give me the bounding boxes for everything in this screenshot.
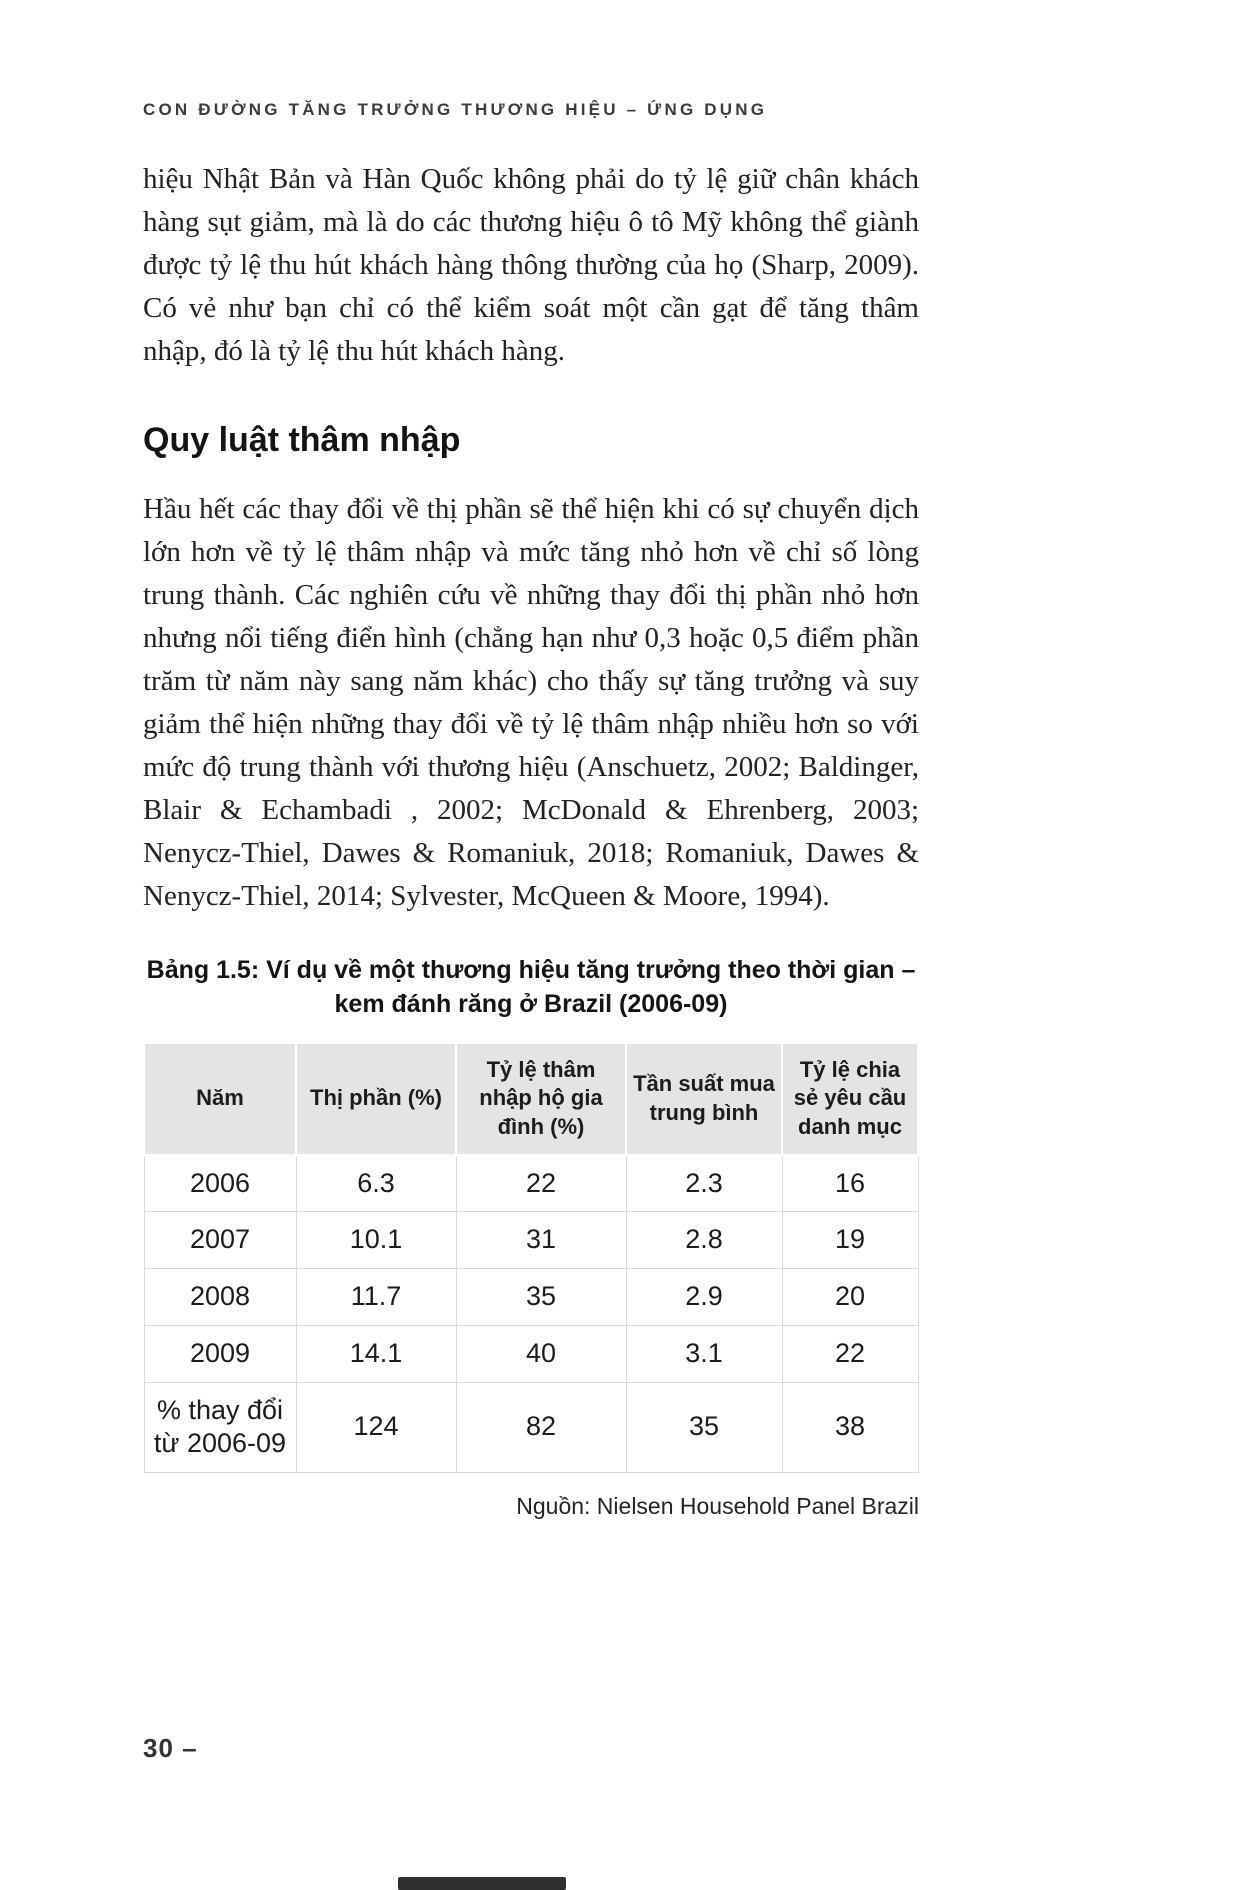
- table-cell: 2.8: [626, 1212, 782, 1269]
- table-caption-line-1: Bảng 1.5: Ví dụ về một thương hiệu tăng trưởng theo thời gian –: [146, 956, 916, 985]
- table-cell: 2.3: [626, 1155, 782, 1212]
- table-cell: 35: [626, 1382, 782, 1473]
- table-cell: 19: [782, 1212, 918, 1269]
- page-number: 30 –: [143, 1733, 198, 1763]
- table-cell: 38: [782, 1382, 918, 1473]
- table-header-cell-share-of-requirements: Tỷ lệ chia sẻ yêu cầu danh mục: [782, 1043, 918, 1155]
- body-paragraph-1: hiệu Nhật Bản và Hàn Quốc không phải do tỷ lệ giữ chân khách hàng sụt giảm, mà là do các thương hiệu ô tô Mỹ không thể giành được tỷ lệ thu hút khách hàng thông thường của họ (Sharp, 2009). Có vẻ như bạn chỉ có thể kiểm soát một cần gạt để tăng thâm nhập, đó là tỷ lệ thu hút khách hàng.: [143, 163, 919, 367]
- table-header-cell-market-share: Thị phần (%): [296, 1043, 456, 1155]
- table-row: [144, 1269, 918, 1326]
- table-cell: 14.1: [296, 1325, 456, 1382]
- table-source-note: Nguồn: Nielsen Household Panel Brazil: [516, 1493, 919, 1519]
- page-content: [143, 0, 919, 1520]
- table-cell: 20: [782, 1269, 918, 1326]
- table-cell: 16: [782, 1155, 918, 1212]
- data-table: [143, 1042, 919, 1473]
- table-cell: 22: [782, 1325, 918, 1382]
- section-heading: Quy luật thâm nhập: [143, 421, 461, 459]
- table-cell: 2.9: [626, 1269, 782, 1326]
- table-cell: 11.7: [296, 1269, 456, 1326]
- table-header-cell-year: Năm: [144, 1043, 296, 1155]
- table-cell: 35: [456, 1269, 626, 1326]
- table-cell: 10.1: [296, 1212, 456, 1269]
- table-cell: 124: [296, 1382, 456, 1473]
- table-row-total-change: [144, 1382, 918, 1473]
- table-row: [144, 1212, 918, 1269]
- table-cell: 3.1: [626, 1325, 782, 1382]
- body-paragraph-2: Hầu hết các thay đổi về thị phần sẽ thể hiện khi có sự chuyển dịch lớn hơn về tỷ lệ thâm nhập và mức tăng nhỏ hơn về chỉ số lòng trung thành. Các nghiên cứu về những thay đổi thị phần nhỏ hơn nhưng nổi tiếng điển hình (chẳng hạn như 0,3 hoặc 0,5 điểm phần trăm từ năm này sang năm khác) cho thấy sự tăng trưởng và suy giảm thể hiện những thay đổi về tỷ lệ thâm nhập nhiều hơn so với mức độ trung thành với thương hiệu (Anschuetz, 2002; Baldinger, Blair & Echambadi , 2002; McDonald & Ehrenberg, 2003; Nenycz-Thiel, Dawes & Romaniuk, 2018; Romaniuk, Dawes & Nenycz-Thiel, 2014; Sylvester, McQueen & Moore, 1994).: [143, 493, 919, 913]
- table-cell: 82: [456, 1382, 626, 1473]
- table-cell: 2008: [144, 1269, 296, 1326]
- scan-edge-artifact: [398, 1877, 566, 1890]
- table-header-row: [144, 1043, 918, 1155]
- table-header-cell-frequency: Tần suất mua trung bình: [626, 1043, 782, 1155]
- table-cell: 40: [456, 1325, 626, 1382]
- table-cell: 31: [456, 1212, 626, 1269]
- table-row: [144, 1325, 918, 1382]
- table-cell: 22: [456, 1155, 626, 1212]
- table-cell: 2006: [144, 1155, 296, 1212]
- table-header-cell-penetration: Tỷ lệ thâm nhập hộ gia đình (%): [456, 1043, 626, 1155]
- running-header: CON ĐƯỜNG TĂNG TRƯỞNG THƯƠNG HIỆU – ỨNG DỤNG: [143, 100, 768, 119]
- table-row: [144, 1155, 918, 1212]
- table-cell: 2009: [144, 1325, 296, 1382]
- table-cell: % thay đổi từ 2006-09: [144, 1382, 296, 1473]
- table-caption: [143, 954, 919, 1022]
- table-cell: 2007: [144, 1212, 296, 1269]
- table-cell: 6.3: [296, 1155, 456, 1212]
- table-caption-line-2: kem đánh răng ở Brazil (2006-09): [334, 989, 728, 1018]
